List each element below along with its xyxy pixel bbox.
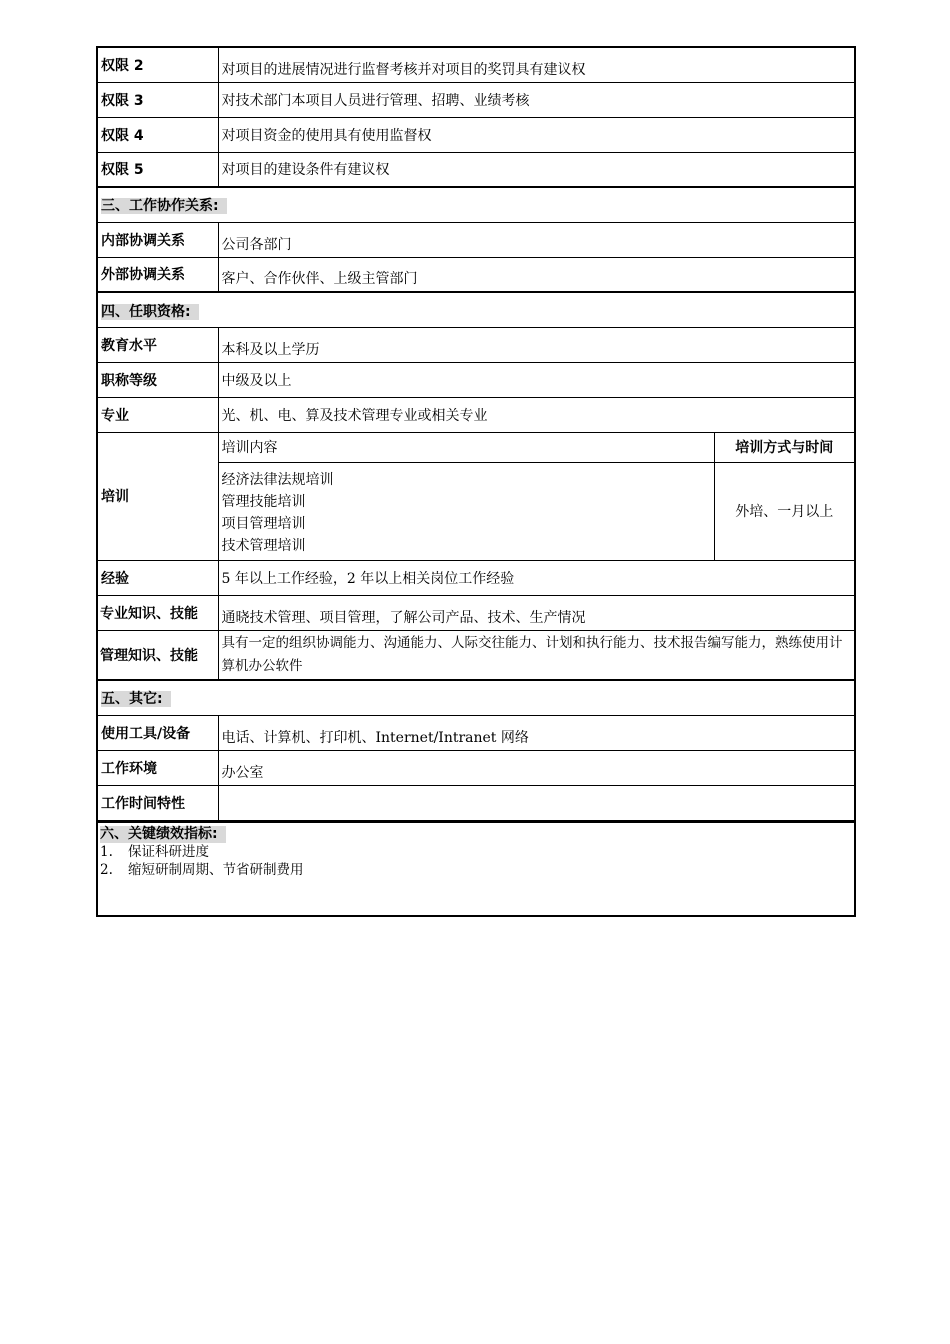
authority-value: 对项目的进展情况进行监督考核并对项目的奖罚具有建议权: [218, 47, 855, 82]
pro-knowledge-label: 专业知识、技能: [97, 595, 218, 630]
authority-label: 权限 2: [97, 47, 218, 82]
kpi-item: [100, 843, 854, 861]
mgmt-knowledge-row: [97, 630, 855, 680]
title-level-row: [97, 362, 855, 397]
training-label: 培训: [97, 432, 218, 560]
tools-value: 电话、计算机、打印机、Internet/Intranet 网络: [218, 715, 855, 750]
tools-label: 使用工具/设备: [97, 715, 218, 750]
pro-knowledge-row: [97, 595, 855, 630]
authority-row: [97, 152, 855, 187]
authority-label: 权限 4: [97, 117, 218, 152]
title-level-value: 中级及以上: [218, 362, 855, 397]
authority-row: [97, 82, 855, 117]
mgmt-knowledge-label: 管理知识、技能: [97, 630, 218, 680]
work-time-row: [97, 785, 855, 820]
training-method-value: 外培、一月以上: [714, 462, 855, 560]
experience-row: [97, 560, 855, 595]
training-content-header: 培训内容: [218, 432, 714, 462]
training-item: 经济法律法规培训: [221, 471, 334, 488]
education-row: [97, 327, 855, 362]
kpi-item-text: 缩短研制周期、节省研制费用: [128, 861, 304, 878]
collaboration-label: 内部协调关系: [97, 222, 218, 257]
collaboration-value: 客户、合作伙伴、上级主管部门: [218, 257, 855, 292]
education-label: 教育水平: [97, 327, 218, 362]
environment-value: 办公室: [218, 750, 855, 785]
work-time-value: [218, 785, 855, 820]
tools-row: [97, 715, 855, 750]
section-header-other: [97, 680, 855, 715]
kpi-item: [100, 861, 854, 879]
section-title: 五、其它:: [101, 691, 171, 707]
training-item: 技术管理培训: [221, 537, 306, 554]
major-label: 专业: [97, 397, 218, 432]
training-items: [218, 462, 714, 560]
job-description-page: [96, 46, 854, 917]
section-title: 四、任职资格:: [101, 304, 199, 320]
authority-label: 权限 3: [97, 82, 218, 117]
authority-row: [97, 47, 855, 82]
authority-value: 对项目的建设条件有建议权: [218, 152, 855, 187]
mgmt-knowledge-value: 具有一定的组织协调能力、沟通能力、人际交往能力、计划和执行能力、技术报告编写能力，熟练使用计算机办公软件: [218, 630, 855, 680]
authority-label: 权限 5: [97, 152, 218, 187]
authority-value: 对项目资金的使用具有使用监督权: [218, 117, 855, 152]
environment-row: [97, 750, 855, 785]
collaboration-value: 公司各部门: [218, 222, 855, 257]
training-item: 项目管理培训: [221, 515, 306, 532]
job-description-table: [96, 46, 856, 821]
work-time-label: 工作时间特性: [97, 785, 218, 820]
kpi-item-number: 1.: [100, 843, 113, 860]
major-value: 光、机、电、算及技术管理专业或相关专业: [218, 397, 855, 432]
kpi-section: [96, 821, 856, 917]
section-title: 三、工作协作关系:: [101, 198, 227, 214]
education-value: 本科及以上学历: [218, 327, 855, 362]
training-header-row: [97, 432, 855, 462]
pro-knowledge-value: 通晓技术管理、项目管理，了解公司产品、技术、生产情况: [218, 595, 855, 630]
section-title: 六、关键绩效指标:: [100, 826, 226, 843]
training-method-header: 培训方式与时间: [714, 432, 855, 462]
experience-value: 5 年以上工作经验，2 年以上相关岗位工作经验: [218, 560, 855, 595]
experience-label: 经验: [97, 560, 218, 595]
major-row: [97, 397, 855, 432]
collaboration-row: [97, 222, 855, 257]
kpi-item-number: 2.: [100, 861, 113, 878]
kpi-item-text: 保证科研进度: [128, 843, 209, 860]
section-header-collaboration: [97, 187, 855, 222]
collaboration-label: 外部协调关系: [97, 257, 218, 292]
section-header-qualification: [97, 292, 855, 327]
collaboration-row: [97, 257, 855, 292]
authority-value: 对技术部门本项目人员进行管理、招聘、业绩考核: [218, 82, 855, 117]
authority-row: [97, 117, 855, 152]
environment-label: 工作环境: [97, 750, 218, 785]
title-level-label: 职称等级: [97, 362, 218, 397]
training-item: 管理技能培训: [221, 493, 306, 510]
